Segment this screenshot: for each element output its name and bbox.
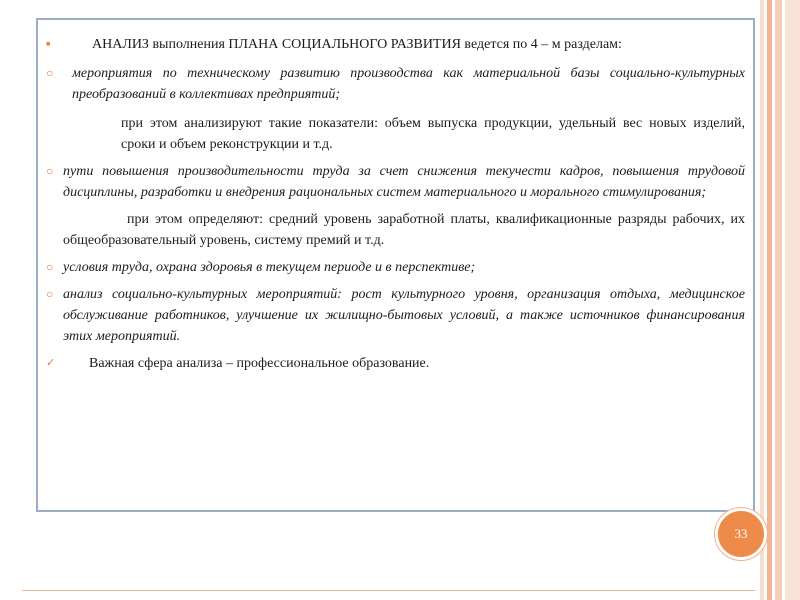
list-item-productivity [46, 161, 745, 203]
list-item-productivity-note [46, 209, 745, 251]
productivity-note-lead: при этом определяют: средний уровень заработной платы, [127, 212, 490, 227]
slide-body [46, 34, 745, 374]
decorative-stripes [760, 0, 800, 600]
technical-note-text: при этом анализируют такие показатели: объем выпуска продукции, удельный вес новых изделий, сроки и объем реконструкции и т.д. [121, 116, 745, 152]
list-item-heading [46, 34, 745, 55]
checkmark-bullet-icon: ✓ [46, 357, 56, 369]
page-number-badge: 33 [715, 508, 767, 560]
circle-bullet-icon: ○ [46, 260, 54, 274]
list-item-technical-note [46, 113, 745, 155]
list-item-social-cultural [46, 284, 745, 347]
circle-bullet-icon: ○ [46, 164, 54, 178]
education-text: Важная сфера анализа – профессиональное образование. [89, 356, 430, 371]
technical-text: мероприятия по техническому развитию производства как материальной базы социально-культурных преобразований в коллективах предприятий; [72, 66, 745, 102]
heading-text: АНАЛИЗ выполнения ПЛАНА СОЦИАЛЬНОГО РАЗВИТИЯ ведется по 4 – м разделам: [92, 37, 622, 52]
list-item-education [46, 353, 745, 374]
list-item-technical [46, 63, 745, 105]
social-cultural-text: анализ социально-культурных мероприятий: рост культурного уровня, организация отдыха, медицинское обслуживание работников, улучшение их жилищно-бытовых условий, а также источников финансирования этих мероприятий. [63, 287, 745, 344]
productivity-note-text [63, 209, 745, 251]
list-item-conditions [46, 257, 745, 278]
conditions-text: условия труда, охрана здоровья в текущем периоде и в перспективе; [63, 260, 476, 275]
square-bullet-icon: ■ [46, 40, 51, 48]
productivity-note-rest: квалификационные разряды рабочих, их общеобразовательный уровень, систему премий и т.д. [63, 212, 746, 248]
bottom-rule [22, 590, 755, 591]
circle-bullet-icon: ○ [46, 66, 54, 80]
productivity-text: пути повышения производительности труда за счет снижения текучести кадров, повышения трудовой дисциплины, разработки и внедрения рациональных систем материального и морального стимулирования; [63, 164, 745, 200]
slide-content-frame [36, 18, 755, 512]
circle-bullet-icon: ○ [46, 287, 54, 301]
